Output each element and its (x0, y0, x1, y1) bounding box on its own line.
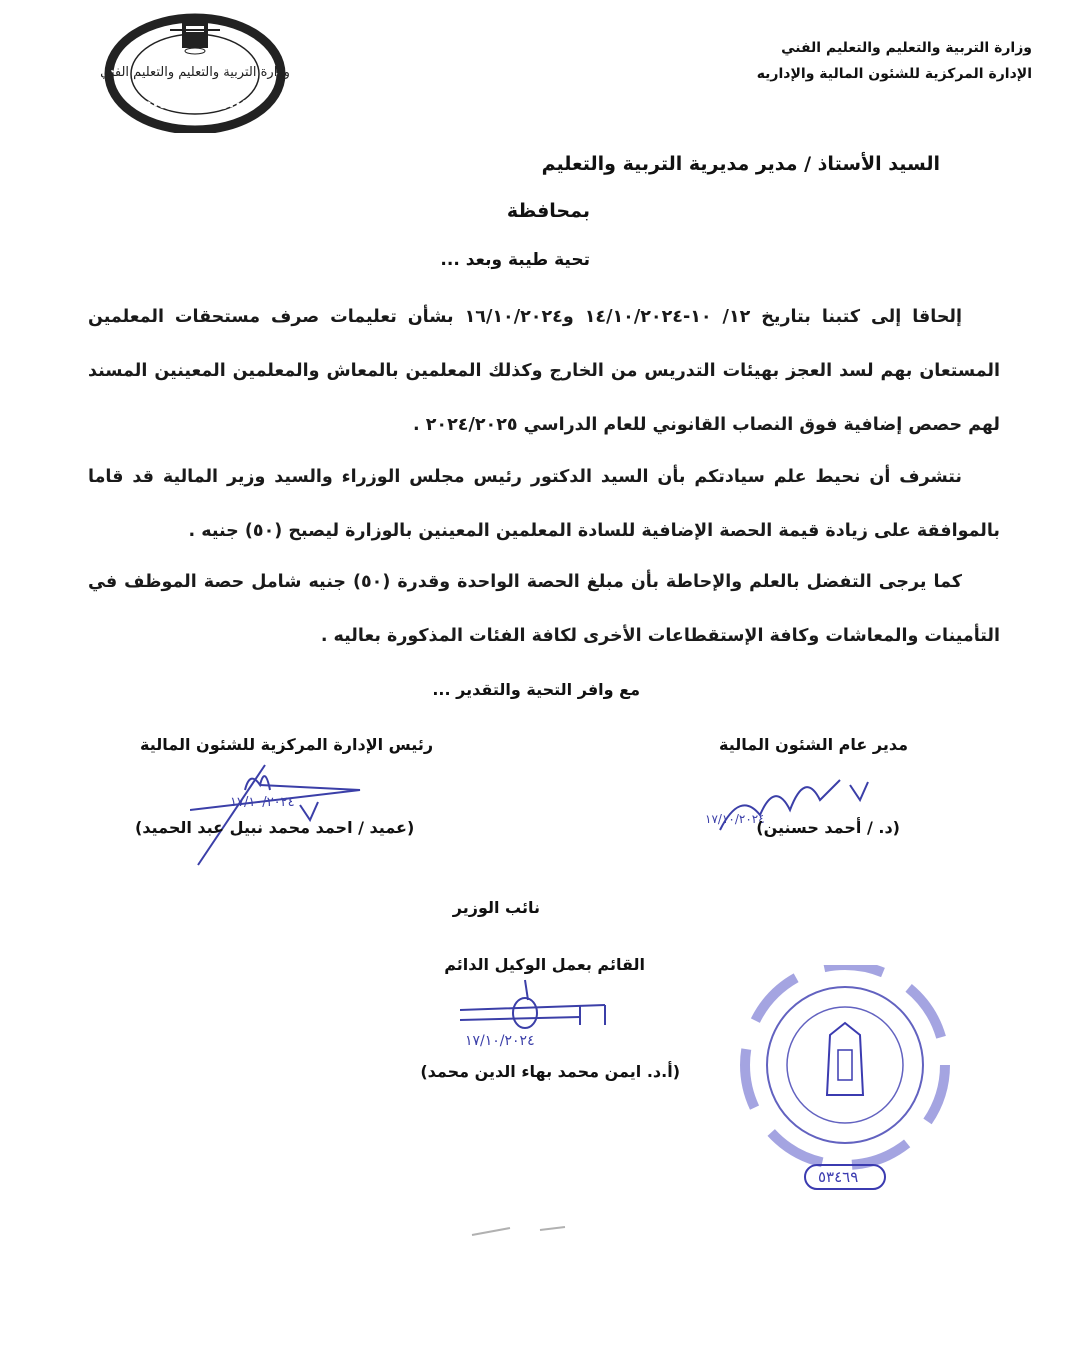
ministry-logo (100, 8, 290, 133)
left-signatory-name: (عميد / احمد محمد نبيل عبد الحميد) (135, 818, 415, 837)
right-signatory-name: (د. / أحمد حسنين) (756, 818, 900, 837)
seal-serial-number: ٥٣٤٦٩ (818, 1168, 859, 1186)
right-handwritten-date: ١٧/١٠/٢٠٢٤ (705, 812, 765, 826)
left-signature (190, 760, 370, 870)
body-paragraph-3: كما يرجى التفضل بالعلم والإحاطة بأن مبلغ الحصة الواحدة وقدرة (٥٠) جنيه شامل حصة الموظف في التأمينات والمعاشات وكافة الإستقطاعات الأخرى لكافة الفئات المذكورة بعاليه . (88, 572, 1000, 646)
body-paragraph-2: نتشرف أن نحيط علم سيادتكم بأن السيد الدكتور رئيس مجلس الوزراء والسيد وزير المالية قد قاما بالموافقة على زيادة قيمة الحصة الإضافية للسادة المعلمين المعينين بالوزارة ليصبح (٥٠) جنيه . (88, 467, 1000, 541)
official-seal (735, 965, 955, 1195)
ministry-logo-icon (100, 8, 290, 133)
body-paragraph-1: إلحاقا إلى كتبنا بتاريخ ١٢/ ١٠-١٤/١٠/٢٠٢٤ و١٦/١٠/٢٠٢٤ بشأن تعليمات صرف مستحقات المعلمين المستعان بهم لسد العجز بهيئات التدريس من الخارج وكذلك المعلمين بالمعاش والمعلمين المعينين المسند لهم حصص إضافية فوق النصاب القانوني للعام الدراسي ٢٠٢٤/٢٠٢٥ . (88, 307, 1000, 435)
center-handwritten-date: ١٧/١٠/٢٠٢٤ (465, 1033, 535, 1049)
official-seal-icon (735, 965, 955, 1195)
center-signatory-name: (أ.د. ايمن محمد بهاء الدين محمد) (420, 1062, 680, 1081)
center-signatory-title-1: نائب الوزير (452, 898, 540, 917)
ministry-name: وزارة التربية والتعليم والتعليم الفني (781, 40, 1032, 56)
addressee-line-1: السيد الأستاذ / مدير مديرية التربية والتعليم (541, 153, 940, 175)
department-name: الإدارة المركزية للشئون المالية والإداريه (756, 66, 1032, 82)
handwritten-signature-icon (190, 760, 370, 870)
center-signatory-title-2: القائم بعمل الوكيل الدائم (444, 955, 645, 974)
addressee-line-2: بمحافظة (506, 200, 590, 222)
center-signature (460, 975, 610, 1035)
faint-pen-mark (470, 1220, 580, 1240)
greeting: تحية طيبة وبعد ... (440, 250, 590, 270)
closing-line: مع وافر التحية والتقدير ... (432, 680, 640, 699)
right-signatory-title: مدير عام الشئون المالية (719, 735, 908, 754)
handwritten-signature-icon (460, 975, 610, 1035)
left-signatory-title: رئيس الإدارة المركزية للشئون المالية (140, 735, 434, 754)
left-handwritten-date: ١٧/١٠/٢٠٢٤ (230, 795, 295, 810)
logo-arabic-text: وزارة التربية والتعليم والتعليم الفني (100, 65, 290, 80)
